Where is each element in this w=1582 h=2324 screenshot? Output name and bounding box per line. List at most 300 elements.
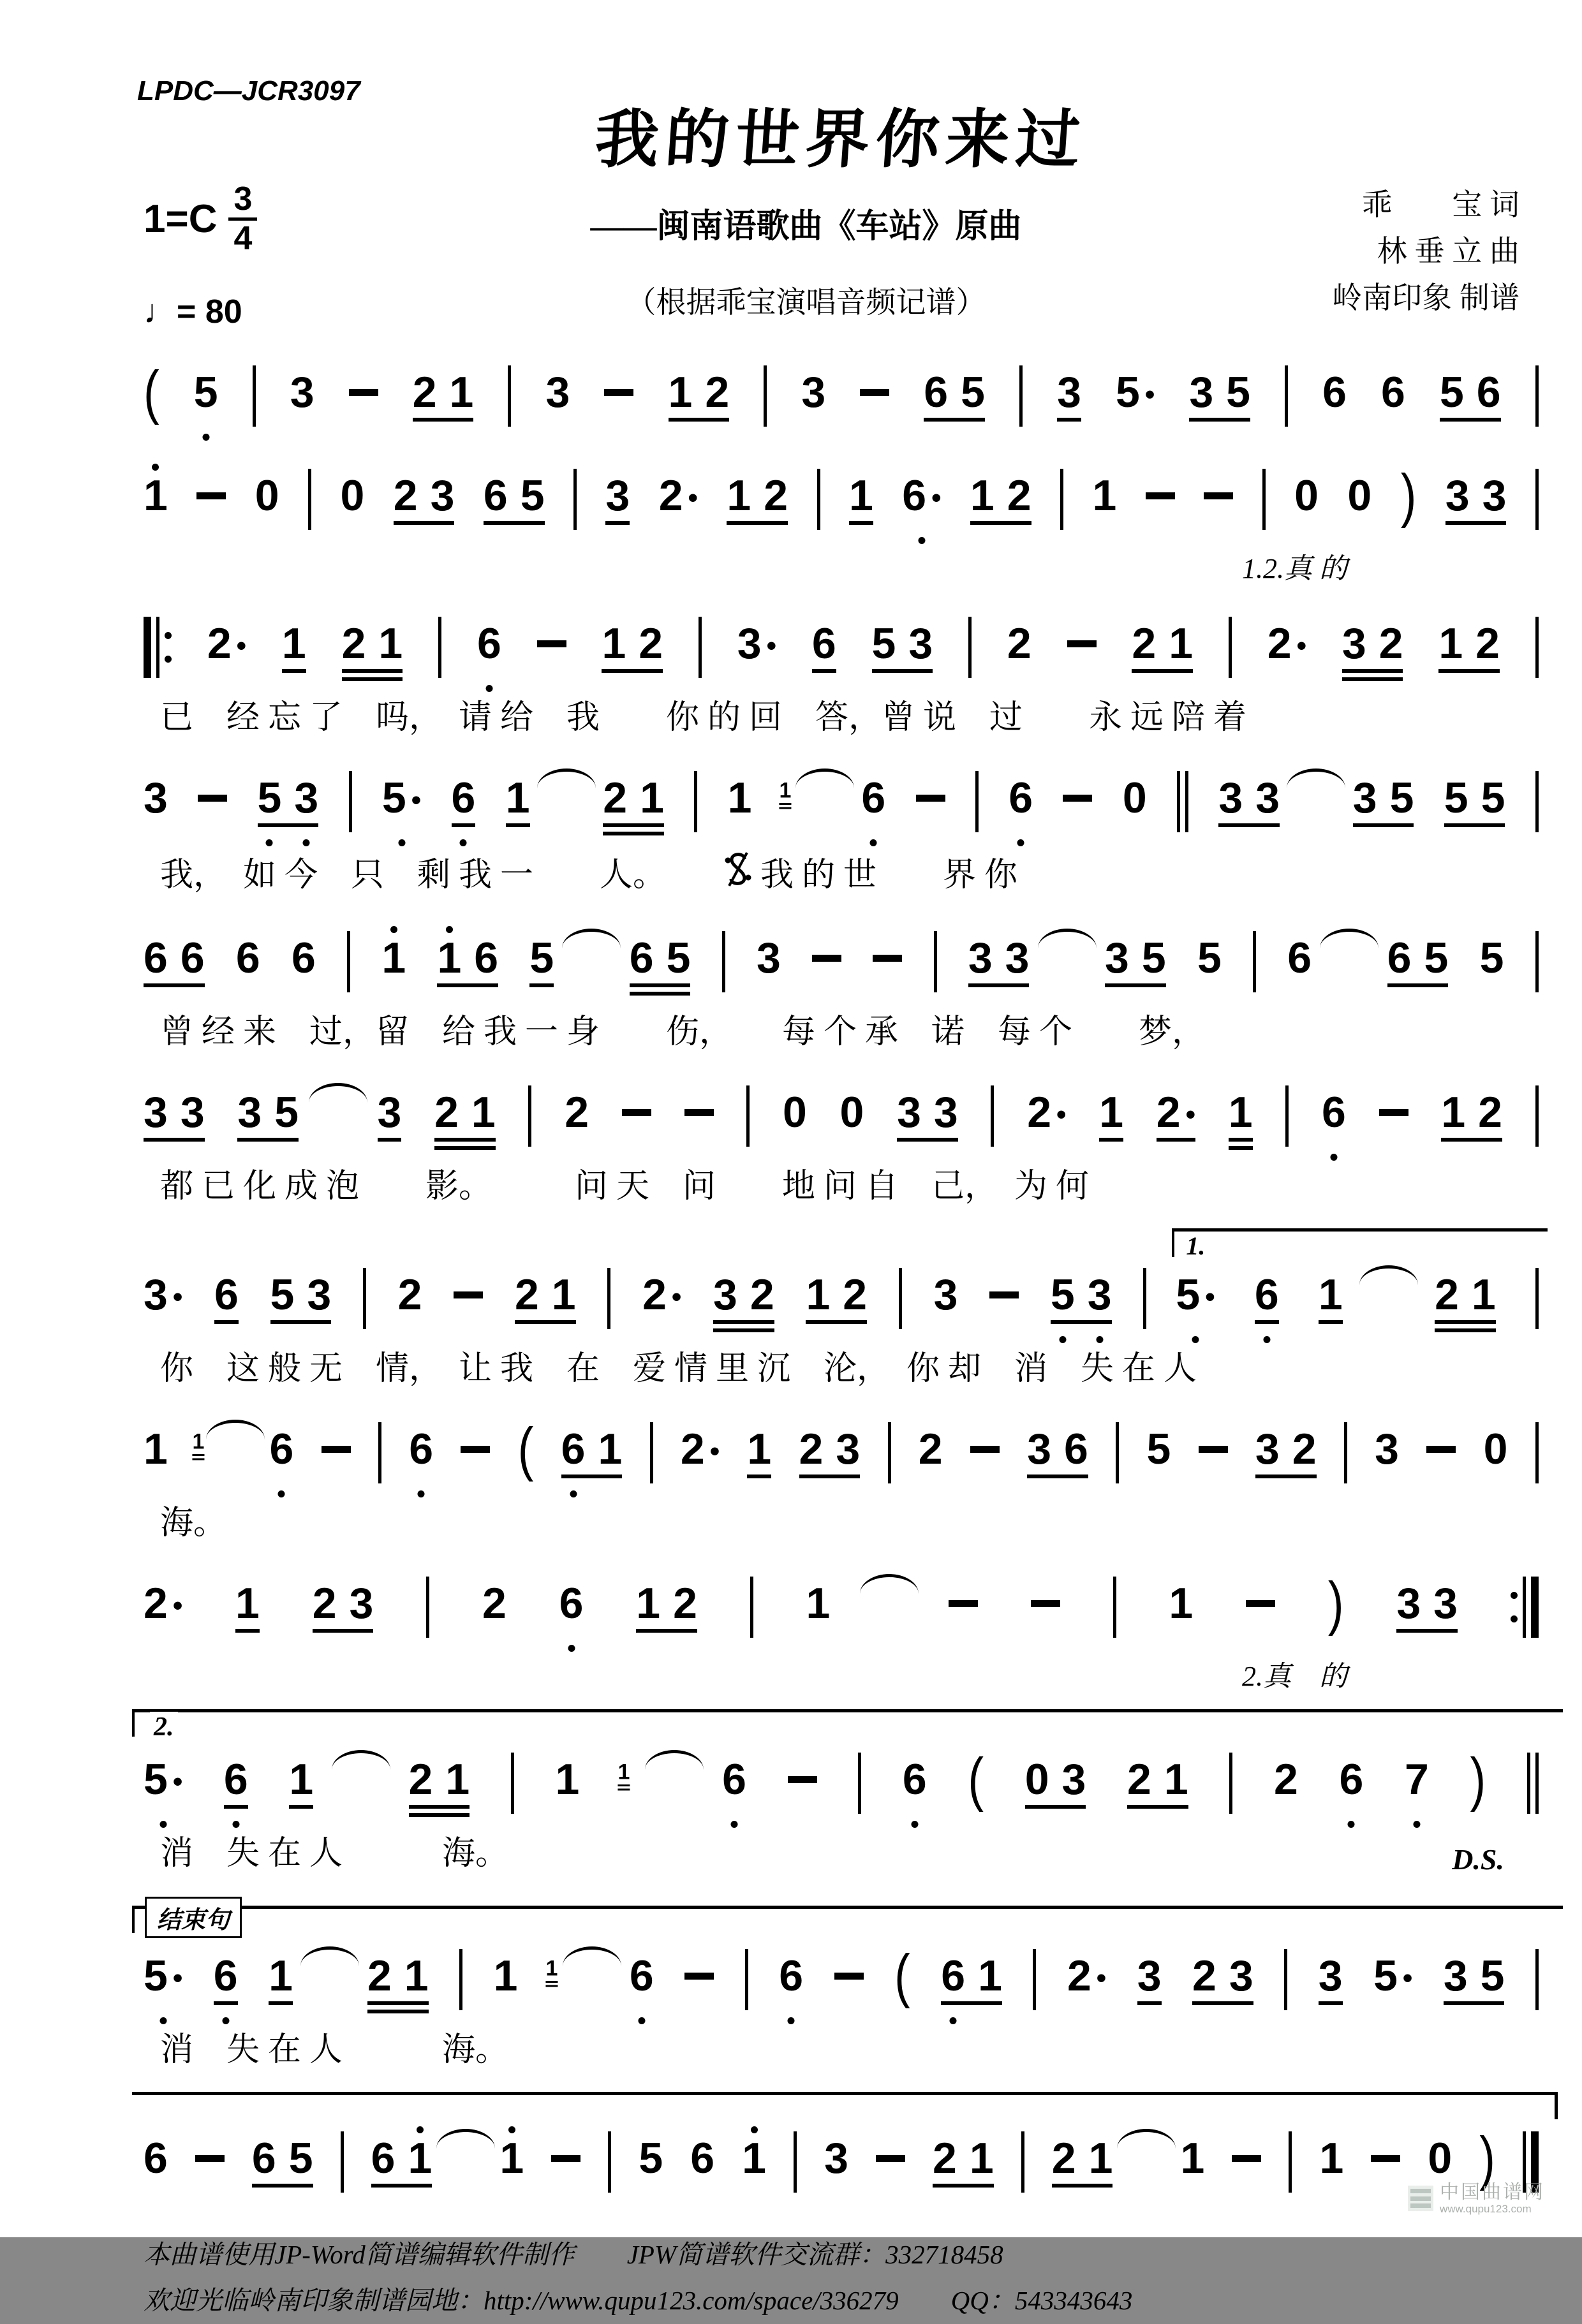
parenthesis <box>518 1417 534 1489</box>
parenthesis <box>1328 1571 1344 1643</box>
note: 3 <box>1189 368 1214 417</box>
note: 3 <box>1088 1263 1112 1317</box>
system-12 <box>144 2120 1539 2204</box>
note: 1 <box>617 1760 630 1784</box>
notation-line <box>144 1741 1539 1825</box>
note: 1 <box>289 1755 314 1804</box>
dash-extender <box>1199 1417 1228 1471</box>
note: 5 • <box>382 766 421 820</box>
note-group <box>1342 612 1403 683</box>
note: 1 <box>747 1425 772 1474</box>
note: 3 <box>801 368 826 417</box>
barline <box>794 2131 797 2193</box>
notation-line <box>144 1074 1539 1158</box>
note: 6 <box>1381 368 1405 417</box>
note: 2 <box>1132 619 1157 668</box>
lyricist-credit: 乖 宝 词 <box>1362 189 1519 222</box>
note-group <box>1287 926 1312 997</box>
note: 2 <box>1007 619 1031 668</box>
time-signature <box>228 182 257 256</box>
page-content <box>137 75 1539 2324</box>
system-4 <box>144 760 1539 901</box>
dash-extender <box>1063 766 1092 820</box>
barline <box>1535 365 1539 427</box>
barline <box>308 469 311 530</box>
double-barline <box>1527 1753 1539 1814</box>
note-group <box>1387 926 1449 997</box>
note-group <box>636 1571 697 1643</box>
note-group <box>1189 360 1250 432</box>
note: 1 <box>1099 1088 1124 1137</box>
barline <box>858 1753 861 1814</box>
note-group <box>144 1263 182 1334</box>
note: 5 <box>274 1088 299 1137</box>
note-group <box>604 360 633 432</box>
lyrics-row <box>144 1010 1539 1055</box>
note: 5 <box>1226 368 1250 417</box>
note: 2 • <box>1067 1952 1107 2001</box>
note-group <box>801 360 825 432</box>
barline <box>508 365 511 427</box>
composer-credit: 林 垂 立 曲 <box>1377 235 1519 268</box>
barline <box>1535 469 1539 530</box>
note: 6 <box>779 1944 803 1998</box>
note: 1 <box>1092 471 1117 520</box>
slur-tie-arc <box>309 1083 367 1103</box>
note: 6 • <box>902 464 941 518</box>
note: 6 <box>630 1944 654 1998</box>
note-group <box>622 1080 651 1152</box>
note-group <box>290 360 314 432</box>
barline <box>1535 1422 1539 1483</box>
note-group <box>214 1263 239 1334</box>
note-group <box>144 1944 182 2015</box>
note: 6 <box>1064 1425 1088 1474</box>
note-group <box>1176 1263 1215 1334</box>
lyrics-row <box>144 1832 1539 1876</box>
dash-extender <box>1031 1571 1060 1626</box>
note-group <box>669 360 730 432</box>
note-group <box>824 2126 848 2198</box>
note-group <box>1426 1417 1456 1489</box>
note: 3 <box>1061 1755 1086 1804</box>
barline <box>1253 931 1256 992</box>
note-group <box>970 1417 1000 1489</box>
dash-extender <box>989 1263 1019 1317</box>
note: 5 • <box>1116 368 1155 417</box>
barline <box>694 771 697 832</box>
barline <box>1229 1753 1232 1814</box>
note-group <box>861 766 885 837</box>
note-group <box>1229 1080 1253 1152</box>
note: 2 <box>341 619 366 668</box>
note: 3 <box>1027 1425 1052 1474</box>
note: 1 <box>1318 1270 1343 1320</box>
barline <box>253 365 256 427</box>
repeat-end-barline <box>1511 1577 1539 1638</box>
note: 3 <box>349 1579 374 1628</box>
note: 2 <box>799 1425 824 1474</box>
note-group <box>812 926 841 997</box>
barline <box>511 1753 514 1814</box>
note-group <box>1375 1417 1399 1489</box>
note: 2 • <box>1156 1088 1195 1137</box>
rest-note: 0 <box>1122 774 1147 823</box>
barline <box>1262 469 1266 530</box>
note-group <box>340 464 364 535</box>
arranger-credit: 岭南印象 制谱 <box>1332 281 1519 315</box>
note: 1 <box>551 1270 576 1320</box>
notation-line <box>144 1938 1539 2022</box>
dash-extender <box>198 766 227 820</box>
note-group <box>834 1944 864 2015</box>
credits <box>1169 182 1539 331</box>
note-group <box>1027 1080 1066 1152</box>
note: 1 <box>970 471 994 520</box>
note-group <box>482 1571 506 1643</box>
verse-annotation: 1.2.真 的 <box>1242 553 1347 585</box>
note-group <box>630 926 691 997</box>
note: 2 <box>1379 619 1403 668</box>
note: 3 <box>1005 934 1030 983</box>
note: 1 <box>381 926 406 980</box>
note-group <box>437 926 498 997</box>
note-group <box>849 464 873 535</box>
barline <box>934 931 937 992</box>
section-bracket <box>132 1709 1563 1737</box>
barline <box>438 617 441 678</box>
note-group <box>949 1571 978 1643</box>
note: 3 <box>307 1270 332 1320</box>
note: 2 <box>1435 1270 1459 1320</box>
note-group <box>799 1417 861 1489</box>
notation-line <box>144 2120 1539 2204</box>
dash-extender <box>1232 2126 1261 2181</box>
note: 2 <box>1007 471 1031 520</box>
slur-tie-arc <box>537 769 596 788</box>
note-group <box>144 1571 182 1643</box>
note-group <box>144 2126 168 2198</box>
watermark-site-name: 中国曲谱网 <box>1440 2181 1545 2203</box>
rest-note: 0 <box>1483 1425 1508 1474</box>
segno-icon <box>723 850 753 901</box>
note-group <box>1353 766 1414 837</box>
note-group <box>806 1263 867 1334</box>
note: 3 <box>836 1425 861 1474</box>
note: 1 <box>1438 619 1463 668</box>
note-group <box>1067 612 1097 683</box>
note: 3 <box>1352 774 1377 823</box>
lyrics-line <box>160 850 1530 901</box>
note-group <box>144 464 168 535</box>
note-group <box>1274 1747 1298 1819</box>
note: 3 <box>430 471 455 520</box>
dash-extender <box>1067 612 1097 666</box>
barline <box>722 931 725 992</box>
note-group <box>255 464 279 535</box>
note: 6 <box>270 1417 294 1471</box>
note: 5 <box>666 934 691 983</box>
note-group <box>207 612 246 683</box>
footer-notes <box>144 2232 1539 2324</box>
measure-row <box>144 766 1539 837</box>
note: 3 <box>933 1088 958 1137</box>
measure-row <box>144 1571 1539 1643</box>
measure-row <box>144 1417 1539 1489</box>
note-group <box>1063 766 1092 837</box>
note-group <box>349 360 378 432</box>
note-group <box>876 2126 905 2198</box>
note-group <box>970 464 1031 535</box>
notation-line <box>144 1232 1539 1341</box>
note: 6 <box>251 2134 276 2183</box>
note-group <box>237 1080 299 1152</box>
note-group <box>1294 464 1319 535</box>
note: 5 <box>1141 934 1166 983</box>
volta-label: 1. <box>1186 1232 1206 1261</box>
note: 1 <box>640 774 664 823</box>
notation-area <box>144 354 1539 2204</box>
measure-row <box>144 464 1539 535</box>
tempo-marking: ♩= 80 <box>144 293 242 331</box>
note-group <box>313 1571 374 1643</box>
note-group <box>713 1263 774 1334</box>
parenthesis <box>1470 1747 1486 1819</box>
note: 1 <box>235 1579 260 1628</box>
note-group <box>394 464 455 535</box>
note: 1 <box>1228 1088 1253 1137</box>
note: 2 • <box>207 619 247 668</box>
dash-extender <box>1379 1080 1408 1135</box>
barline <box>1143 1268 1146 1329</box>
dash-extender <box>1371 2126 1400 2181</box>
note: 3 <box>1375 1425 1399 1474</box>
note: 1 <box>806 1270 831 1320</box>
note: 1 <box>1180 2134 1205 2183</box>
note-group <box>367 1944 429 2015</box>
note: 2 <box>603 774 628 823</box>
note-group <box>1007 612 1031 683</box>
note-group <box>1105 926 1166 997</box>
note: 2 <box>639 619 663 668</box>
barline <box>899 1268 902 1329</box>
note-group <box>727 464 788 535</box>
dal-segno-mark: D.S. <box>1452 1843 1504 1876</box>
note: 3 <box>824 2134 848 2183</box>
barline <box>347 931 350 992</box>
note: 6 <box>722 1747 746 1802</box>
note-group <box>555 1747 579 1819</box>
dash-extender <box>916 766 945 820</box>
note-group <box>559 1571 584 1643</box>
note-group <box>270 1417 294 1489</box>
note-group <box>494 1944 518 2015</box>
note: 3 <box>294 766 318 820</box>
dash-extender <box>604 360 633 415</box>
section-label: 结束句 <box>145 1897 242 1938</box>
note: 6 <box>861 766 885 820</box>
notation-line <box>144 920 1539 1004</box>
note-group <box>1137 1944 1162 2015</box>
note: 6 <box>1322 368 1347 417</box>
lyrics-row <box>144 2028 1539 2073</box>
dash-extender <box>461 1417 490 1471</box>
note: 5 <box>1481 774 1505 823</box>
note: 3 <box>290 368 314 417</box>
note: ( <box>517 1415 534 1482</box>
note-group <box>1116 360 1155 432</box>
parenthesis <box>144 360 159 432</box>
note: 5 <box>258 766 282 820</box>
grace-note <box>545 1952 558 1988</box>
note-group <box>1246 1571 1275 1643</box>
note: 1 <box>499 2126 524 2181</box>
note: 3 <box>1255 1425 1280 1474</box>
note-group <box>371 2126 432 2198</box>
note-group <box>1480 926 1504 997</box>
transcription-note: （根据乖宝演唱音频记谱） <box>626 286 986 320</box>
note: 2 <box>408 1755 433 1804</box>
note-group <box>1051 1263 1112 1334</box>
note-group <box>933 2126 994 2198</box>
note-group <box>1396 1571 1458 1643</box>
dash-extender <box>349 360 378 415</box>
note-group <box>413 360 474 432</box>
note-group <box>565 1080 589 1152</box>
rest-note: 0 <box>1294 471 1319 520</box>
barline <box>968 617 972 678</box>
note: 1 <box>1441 1088 1466 1137</box>
note: 3 <box>1318 1952 1343 2001</box>
rest-note: 0 <box>839 1088 864 1137</box>
lyrics-row <box>144 850 1539 901</box>
note: 5 • <box>1176 1263 1215 1317</box>
barline <box>1535 617 1539 678</box>
note-group <box>477 612 501 683</box>
dash-extender <box>1204 464 1233 518</box>
dash-extender <box>788 1747 817 1802</box>
barline <box>764 365 767 427</box>
parenthesis <box>968 1747 984 1819</box>
barline <box>745 1949 748 2010</box>
note: 2 <box>932 2134 957 2183</box>
note-group <box>270 1263 332 1334</box>
note-group <box>684 1080 714 1152</box>
note-group <box>282 612 306 683</box>
system-10 <box>144 1712 1539 1876</box>
note: 3 <box>1396 1579 1421 1628</box>
volta-bracket <box>1172 1228 1548 1257</box>
notation-line <box>144 605 1539 689</box>
note: 1 <box>727 471 751 520</box>
repeat-start-barline <box>144 617 172 678</box>
note-group <box>1031 1571 1060 1643</box>
note: 3 <box>1443 1952 1468 2001</box>
lyrics-line: 消 失 在 人 海。 <box>160 1835 509 1872</box>
system-5 <box>144 920 1539 1055</box>
note: 5 <box>1439 368 1464 417</box>
song-title: 我的世界你来过 <box>592 101 1090 177</box>
note-group <box>1180 2126 1204 2198</box>
note-group <box>269 1944 293 2015</box>
note: 6 <box>1287 934 1312 983</box>
measure-row <box>144 1944 1539 2015</box>
note: 6 <box>559 1571 584 1626</box>
note-group <box>1099 1080 1123 1152</box>
system-7 <box>144 1232 1539 1392</box>
note: 6 <box>1009 766 1033 820</box>
note: 1 <box>848 471 873 520</box>
note-group <box>214 1944 238 2015</box>
note-group <box>742 2126 766 2198</box>
note: 6 <box>561 1417 586 1471</box>
note-group <box>788 1747 817 1819</box>
note-group <box>1218 766 1280 837</box>
dash-extender <box>1426 1417 1456 1471</box>
note: 5 • <box>1373 1952 1413 2001</box>
dash-extender <box>622 1080 651 1135</box>
dash-extender <box>812 926 841 980</box>
barline <box>746 1085 750 1147</box>
note: 6 <box>371 2134 396 2183</box>
slur-tie-arc <box>645 1750 704 1770</box>
note-group <box>224 1747 248 1819</box>
note-group <box>639 2126 663 2198</box>
note-group <box>1319 1263 1343 1334</box>
note: ( <box>968 1746 984 1813</box>
measure-row <box>144 2126 1539 2198</box>
barline <box>1229 617 1232 678</box>
note: 6 <box>144 2134 168 2183</box>
note-group <box>941 1944 1002 2015</box>
barline <box>1284 1949 1287 2010</box>
barline <box>1535 1085 1539 1147</box>
verse-annotation: 2.真 的 <box>1242 1661 1347 1693</box>
note-group <box>409 1417 433 1489</box>
note-group <box>1255 1263 1279 1334</box>
note: 1 <box>806 1579 831 1628</box>
note-group <box>144 1417 168 1489</box>
note: 6 <box>924 368 949 417</box>
barline <box>607 1268 610 1329</box>
note: 1 <box>493 1952 518 2001</box>
note: 6 <box>1476 368 1501 417</box>
note-group <box>409 1747 470 1819</box>
note: 3 <box>144 1088 168 1137</box>
note-group <box>1435 1263 1496 1334</box>
note-group <box>1057 360 1081 432</box>
note: 3 <box>1229 1952 1253 2001</box>
slur-tie-arc <box>562 929 621 948</box>
note: 2 <box>1127 1755 1151 1804</box>
note-group <box>484 464 545 535</box>
note: 1 <box>779 778 792 803</box>
note-group <box>452 766 476 837</box>
note: 1 <box>1088 2134 1113 2183</box>
note-group <box>398 1263 422 1334</box>
note: 6 <box>690 2134 715 2183</box>
note: 6 <box>477 612 501 666</box>
note: 2 <box>565 1088 589 1137</box>
note-group <box>1268 612 1306 683</box>
note-group <box>916 766 945 837</box>
note-group <box>783 1080 807 1152</box>
note: 5 <box>1389 774 1414 823</box>
note-group <box>1441 1080 1502 1152</box>
barline <box>459 1949 462 2010</box>
note-group <box>258 766 319 837</box>
lyrics-line: 曾 经 来 过，留 给 我 一 身 伤， 每 个 承 诺 每 个 梦， <box>160 1014 1206 1051</box>
